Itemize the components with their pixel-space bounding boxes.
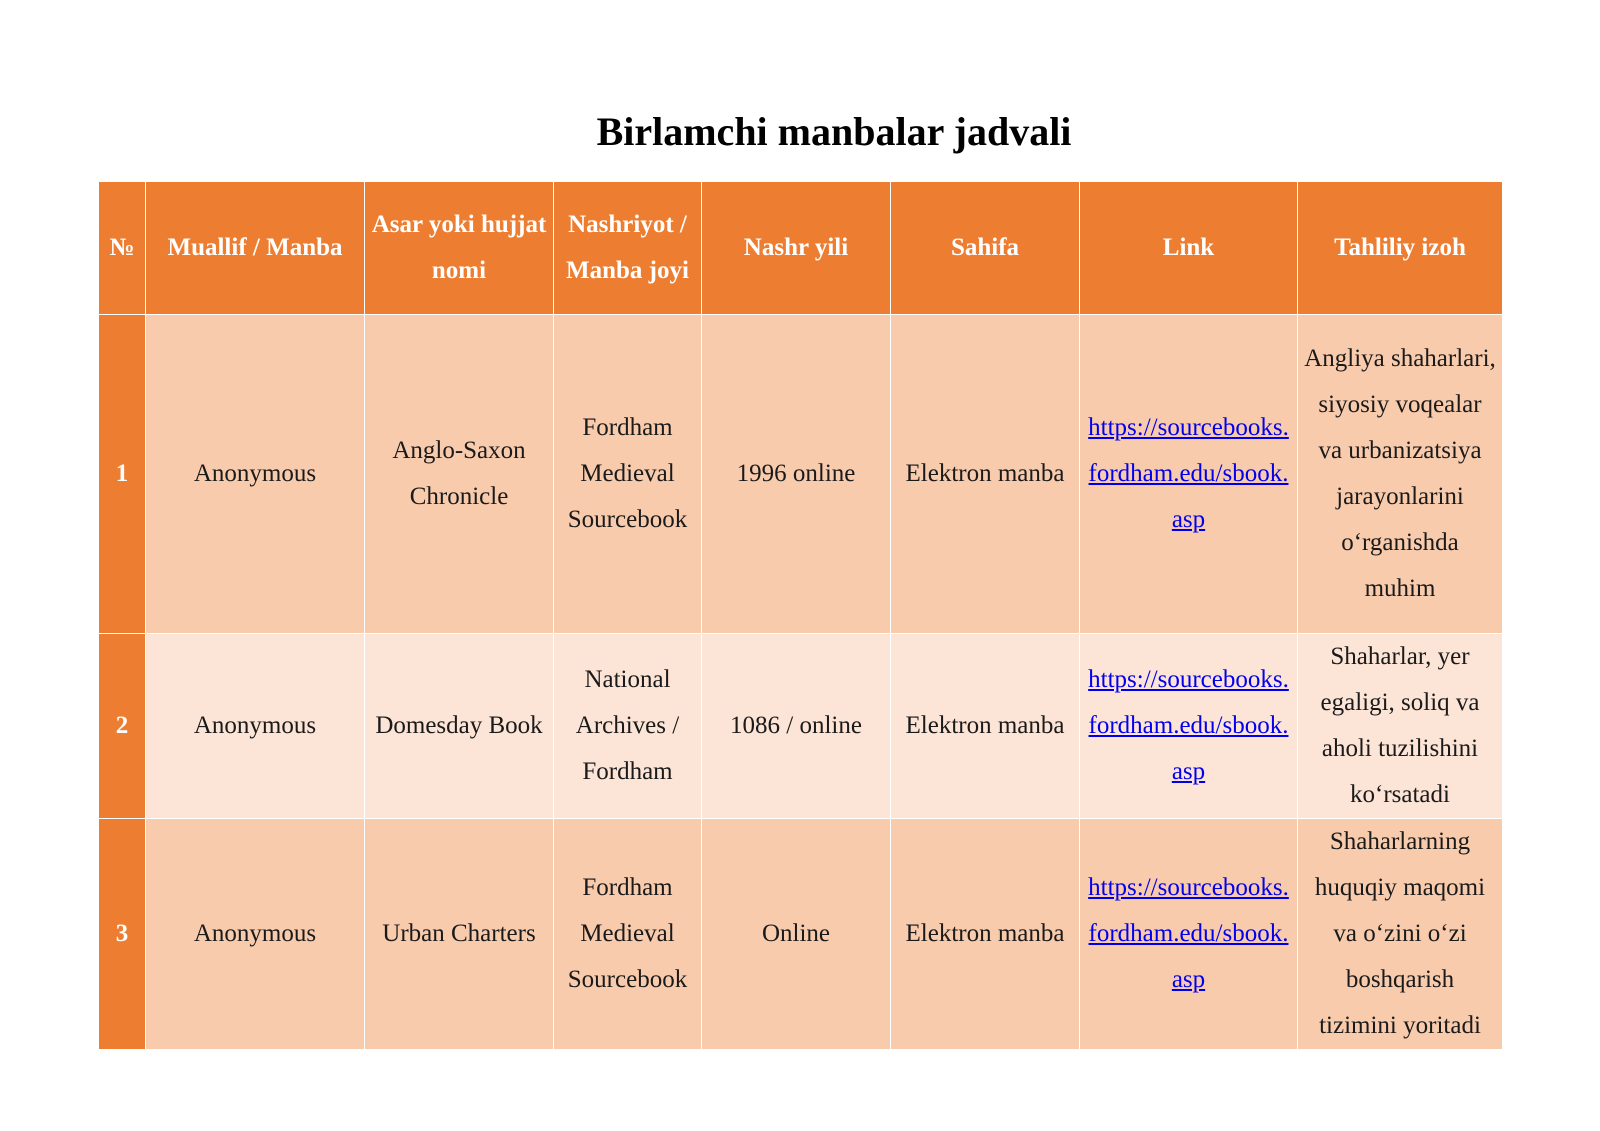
link-cell [1080,315,1298,634]
sources-table [98,181,1503,1050]
link-cell [1080,634,1298,819]
header-link: Link [1080,182,1298,315]
year-cell: 1086 / online [702,634,891,819]
source-link[interactable]: https://sourcebooks.fordham.edu/sbook.asp [1088,666,1289,785]
year-cell: Online [702,819,891,1050]
page-cell: Elektron manba [891,315,1080,634]
row-number: 1 [99,315,146,634]
header-work: Asar yoki hujjat nomi [365,182,554,315]
row-number: 2 [99,634,146,819]
table-header-row [99,182,1503,315]
header-year: Nashr yili [702,182,891,315]
source-link[interactable]: https://sourcebooks.fordham.edu/sbook.asp [1088,874,1289,993]
table-row [99,819,1503,1050]
author-cell: Anonymous [146,819,365,1050]
header-number: № [99,182,146,315]
link-cell [1080,819,1298,1050]
row-number: 3 [99,819,146,1050]
publisher-cell: National Archives / Fordham [554,634,702,819]
note-cell: Shaharlarning huquqiy maqomi va o‘zini o‘zi boshqarish tizimini yoritadi [1298,819,1503,1050]
source-link[interactable]: https://sourcebooks.fordham.edu/sbook.asp [1088,414,1289,533]
note-cell: Angliya shaharlari, siyosiy voqealar va urbanizatsiya jarayonlarini o‘rganishda muhim [1298,315,1503,634]
publisher-cell: Fordham Medieval Sourcebook [554,315,702,634]
work-cell: Urban Charters [365,819,554,1050]
header-author: Muallif / Manba [146,182,365,315]
page-title: Birlamchi manbalar jadvali [596,109,1072,154]
year-cell: 1996 online [702,315,891,634]
table-row [99,315,1503,634]
header-page: Sahifa [891,182,1080,315]
publisher-cell: Fordham Medieval Sourcebook [554,819,702,1050]
work-cell: Domesday Book [365,634,554,819]
author-cell: Anonymous [146,315,365,634]
page-cell: Elektron manba [891,634,1080,819]
header-publisher: Nashriyot / Manba joyi [554,182,702,315]
author-cell: Anonymous [146,634,365,819]
work-cell: Anglo-Saxon Chronicle [365,315,554,634]
table-row [99,634,1503,819]
page-cell: Elektron manba [891,819,1080,1050]
header-note: Tahliliy izoh [1298,182,1503,315]
note-cell: Shaharlar, yer egaligi, soliq va aholi tuzilishini ko‘rsatadi [1298,634,1503,819]
